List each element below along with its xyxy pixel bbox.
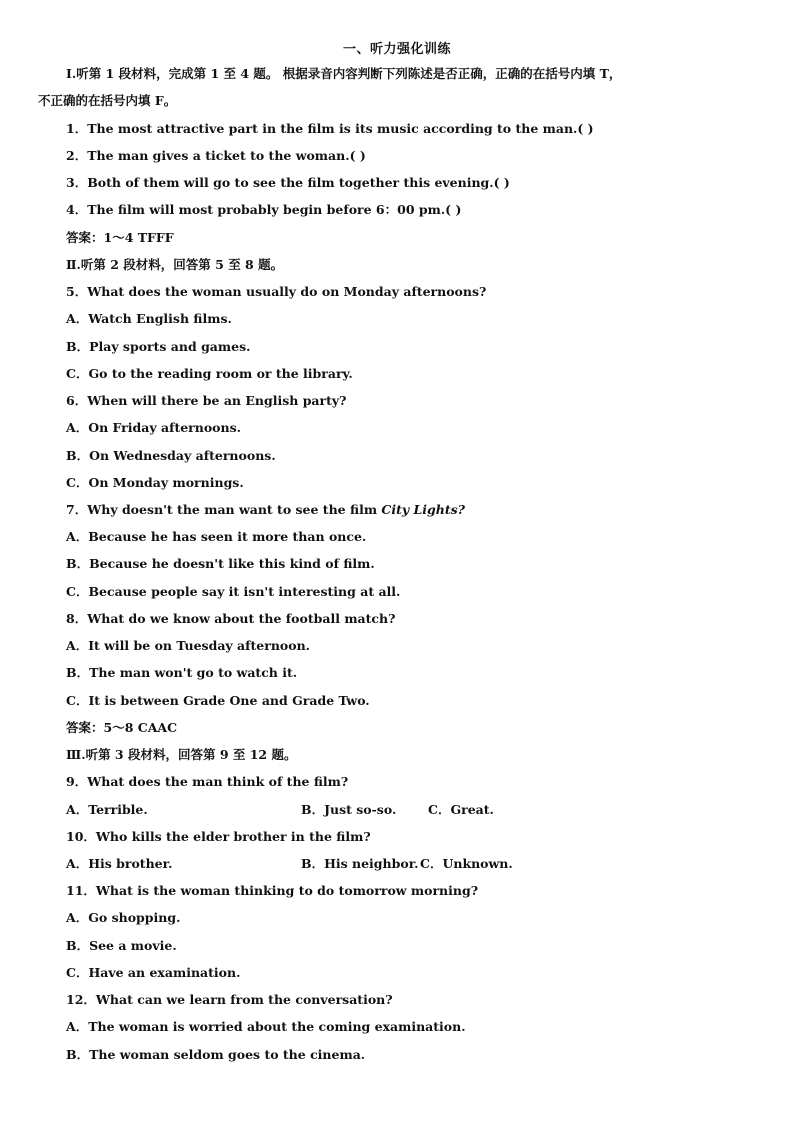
question-7-option-b: B．Because he doesn't like this kind of film. bbox=[66, 556, 375, 571]
question-9-option-c: C．Great. bbox=[428, 802, 494, 817]
question-6-option-c: C．On Monday mornings. bbox=[66, 475, 244, 490]
question-8-option-c: C．It is between Grade One and Grade Two. bbox=[66, 693, 370, 708]
page-title: 一、听力强化训练 bbox=[342, 42, 451, 57]
section-1-heading: Ⅰ.听第 1 段材料，完成第 1 至 4 题。 根据录音内容判断下列陈述是否正确，正确的在括号内填 T， bbox=[66, 66, 622, 81]
question-8-option-a: A．It will be on Tuesday afternoon. bbox=[66, 638, 311, 653]
section-1-heading-continued: 不正确的在括号内填 F。 bbox=[38, 93, 177, 108]
answer-5-8: 答案：5～8 CAAC bbox=[66, 720, 178, 735]
question-10-option-b: B．His neighbor. bbox=[301, 856, 419, 871]
question-7-option-c: C．Because people say it isn't interesting at all. bbox=[66, 584, 401, 599]
question-9-option-a: A．Terrible. bbox=[66, 802, 148, 817]
question-9: 9．What does the man think of the film? bbox=[66, 774, 349, 789]
question-5-option-b: B．Play sports and games. bbox=[66, 339, 251, 354]
question-11-option-b: B．See a movie. bbox=[66, 938, 177, 953]
question-7 bbox=[66, 502, 465, 518]
question-10-option-c: C．Unknown. bbox=[420, 856, 513, 871]
answer-1-4: 答案：1～4 TFFF bbox=[66, 230, 174, 245]
question-4: 4．The film will most probably begin before 6：00 pm.( ) bbox=[66, 202, 462, 217]
question-12-option-b: B．The woman seldom goes to the cinema. bbox=[66, 1047, 366, 1062]
question-7-text: 7．Why doesn't the man want to see the film bbox=[66, 502, 382, 517]
question-5-option-c: C．Go to the reading room or the library. bbox=[66, 366, 353, 381]
question-8: 8．What do we know about the football match? bbox=[66, 611, 396, 626]
question-10: 10．Who kills the elder brother in the film? bbox=[66, 829, 371, 844]
question-3: 3．Both of them will go to see the film together this evening.( ) bbox=[66, 175, 510, 190]
question-11-option-c: C．Have an examination. bbox=[66, 965, 241, 980]
question-8-option-b: B．The man won't go to watch it. bbox=[66, 665, 298, 680]
question-6: 6．When will there be an English party? bbox=[66, 393, 347, 408]
question-9-option-b: B．Just so-so. bbox=[301, 802, 397, 817]
question-2: 2．The man gives a ticket to the woman.( ) bbox=[66, 148, 366, 163]
question-5: 5．What does the woman usually do on Monday afternoons? bbox=[66, 284, 487, 299]
question-7-option-a: A．Because he has seen it more than once. bbox=[66, 529, 367, 544]
question-6-option-b: B．On Wednesday afternoons. bbox=[66, 448, 276, 463]
section-2-heading: Ⅱ.听第 2 段材料，回答第 5 至 8 题。 bbox=[66, 257, 284, 272]
question-12-option-a: A．The woman is worried about the coming examination. bbox=[66, 1019, 466, 1034]
question-5-option-a: A．Watch English films. bbox=[66, 311, 232, 326]
question-1: 1．The most attractive part in the film is its music according to the man.( ) bbox=[66, 121, 594, 136]
question-11-option-a: A．Go shopping. bbox=[66, 910, 181, 925]
section-3-heading: Ⅲ.听第 3 段材料，回答第 9 至 12 题。 bbox=[66, 747, 297, 762]
question-12: 12．What can we learn from the conversation? bbox=[66, 992, 393, 1007]
question-11: 11．What is the woman thinking to do tomorrow morning? bbox=[66, 883, 479, 898]
question-10-option-a: A．His brother. bbox=[66, 856, 173, 871]
question-6-option-a: A．On Friday afternoons. bbox=[66, 420, 242, 435]
question-7-film-title: City Lights? bbox=[381, 502, 465, 517]
